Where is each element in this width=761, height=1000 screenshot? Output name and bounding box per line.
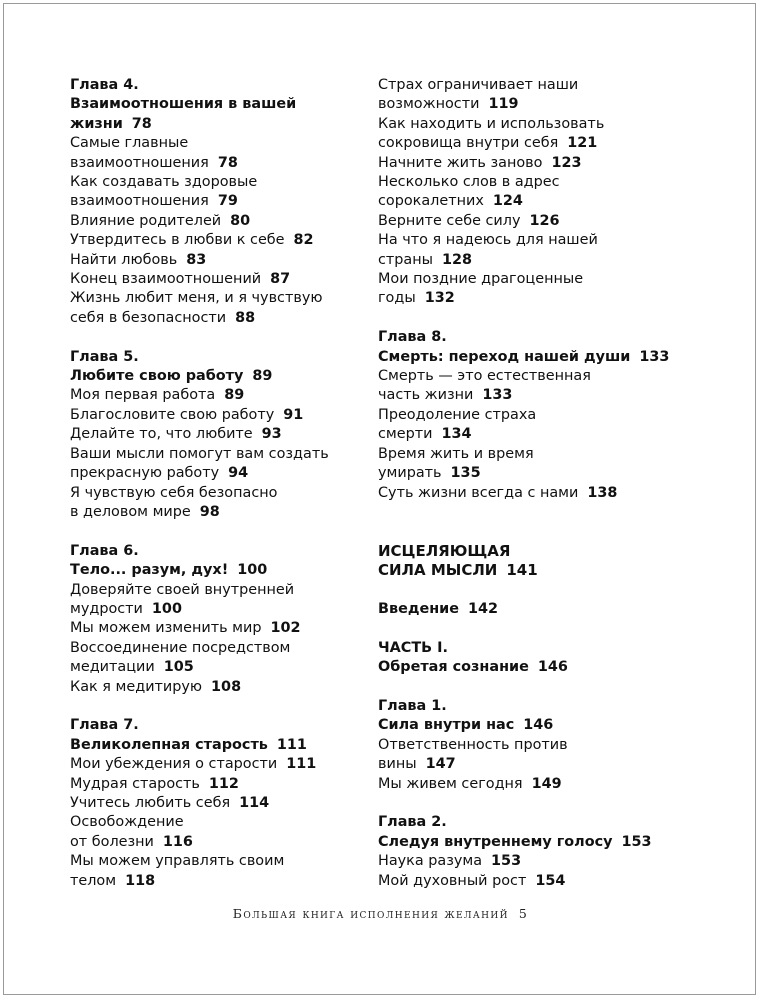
- toc-entry-title: ИСЦЕЛЯЮЩАЯ: [378, 541, 511, 560]
- toc-entry: [378, 95, 678, 114]
- toc-entry-title: Суть жизни всегда с нами: [378, 484, 579, 501]
- toc-entry: [70, 425, 360, 444]
- toc-page-number: 134: [441, 426, 472, 443]
- toc-entry: [70, 251, 360, 270]
- toc-entry: [378, 755, 678, 774]
- toc-entry-title: Любите свою работу: [70, 368, 244, 385]
- toc-entry: [378, 270, 678, 289]
- toc-entry-title: Мы можем изменить мир: [70, 620, 262, 637]
- spacer: [378, 522, 678, 541]
- toc-entry: [70, 289, 360, 308]
- toc-entry: [378, 484, 678, 503]
- toc-column-right: [378, 76, 678, 891]
- toc-entry: [378, 386, 678, 405]
- toc-page-number: 111: [286, 756, 317, 773]
- toc-entry-title: Мои убеждения о старости: [70, 756, 278, 773]
- toc-entry-title: Глава 8.: [378, 329, 447, 346]
- toc-entry-title: прекрасную работу: [70, 465, 220, 482]
- toc-page-number: 124: [492, 193, 523, 210]
- toc-page-number: 79: [217, 193, 238, 210]
- toc-entry: [70, 581, 360, 600]
- toc-entry: [70, 76, 360, 95]
- toc-page-number: 89: [224, 387, 245, 404]
- toc-entry-title: Как находить и использовать: [378, 115, 605, 132]
- toc-page-number: 123: [551, 154, 582, 171]
- toc-entry: [70, 309, 360, 328]
- toc-entry: [70, 542, 360, 561]
- toc-entry-title: Моя первая работа: [70, 387, 216, 404]
- toc-column-left: [70, 76, 360, 891]
- toc-entry-title: Жизнь любит меня, и я чувствую: [70, 290, 323, 307]
- toc-entry-title: Мой духовный рост: [378, 872, 527, 889]
- toc-entry-title: Глава 5.: [70, 348, 139, 365]
- toc-entry: [378, 464, 678, 483]
- toc-entry: [378, 115, 678, 134]
- toc-entry-title: Мы живем сегодня: [378, 775, 523, 792]
- toc-entry-title: Страх ограничивает наши: [378, 77, 579, 93]
- toc-entry-title: Самые главные: [70, 135, 189, 152]
- toc-entry: [378, 154, 678, 173]
- toc-entry: [378, 561, 678, 580]
- toc-entry-title: в деловом мире: [70, 503, 191, 520]
- toc-entry: [70, 813, 360, 832]
- toc-entry: [378, 328, 678, 347]
- toc-entry-title: Тело... разум, дух!: [70, 562, 229, 579]
- toc-entry-title: Делайте то, что любите: [70, 426, 253, 443]
- toc-entry-title: Глава 4.: [70, 77, 139, 93]
- toc-entry: [70, 192, 360, 211]
- toc-page-number: 88: [235, 309, 256, 326]
- toc-entry: [378, 833, 678, 852]
- toc-entry: [378, 231, 678, 250]
- toc-entry: [378, 658, 678, 677]
- toc-entry: [70, 386, 360, 405]
- toc-entry: [378, 212, 678, 231]
- toc-page-number: 118: [125, 872, 156, 889]
- toc-entry-title: Несколько слов в адрес: [378, 174, 560, 191]
- toc-entry: [70, 173, 360, 192]
- toc-entry: [70, 503, 360, 522]
- toc-page-number: 153: [621, 833, 652, 850]
- toc-entry: [70, 367, 360, 386]
- toc-entry-title: Ваши мысли помогут вам создать: [70, 445, 329, 462]
- toc-page-number: 133: [482, 387, 513, 404]
- toc-entry: [378, 289, 678, 308]
- toc-entry: [70, 833, 360, 852]
- toc-entry: [378, 716, 678, 735]
- toc-entry: [70, 678, 360, 697]
- toc-entry: [70, 755, 360, 774]
- toc-entry: [378, 852, 678, 871]
- toc-entry: [70, 270, 360, 289]
- toc-entry: [70, 464, 360, 483]
- toc-entry-title: медитации: [70, 659, 155, 676]
- toc-entry-title: Обретая сознание: [378, 659, 529, 676]
- toc-entry: [70, 484, 360, 503]
- toc-entry-title: жизни: [70, 115, 123, 132]
- toc-page-number: 87: [270, 271, 291, 288]
- toc-entry-title: взаимоотношения: [70, 193, 209, 210]
- toc-entry: [70, 600, 360, 619]
- toc-page-number: 147: [425, 756, 456, 773]
- spacer: [378, 678, 678, 697]
- spacer: [378, 581, 678, 600]
- toc-entry: [70, 134, 360, 153]
- toc-entry: [70, 872, 360, 891]
- toc-entry-title: смерти: [378, 426, 433, 443]
- toc-entry: [70, 852, 360, 871]
- toc-entry: [378, 736, 678, 755]
- toc-entry-title: Глава 7.: [70, 717, 139, 734]
- toc-entry-title: страны: [378, 251, 434, 268]
- toc-entry-title: Великолепная старость: [70, 736, 268, 753]
- toc-page-number: 94: [228, 465, 249, 482]
- toc-page-number: 82: [293, 232, 314, 249]
- toc-entry-title: Найти любовь: [70, 251, 178, 268]
- toc-page-number: 105: [163, 659, 194, 676]
- toc-entry-title: Глава 6.: [70, 542, 139, 559]
- toc-entry: [70, 775, 360, 794]
- toc-entry: [70, 658, 360, 677]
- toc-page-number: 111: [276, 736, 307, 753]
- toc-entry-title: Следуя внутреннему голосу: [378, 833, 613, 850]
- toc-entry-title: Я чувствую себя безопасно: [70, 484, 278, 501]
- toc-page-number: 100: [237, 562, 268, 579]
- toc-entry: [70, 716, 360, 735]
- toc-page-number: 119: [488, 96, 519, 113]
- toc-entry: [70, 154, 360, 173]
- toc-entry-title: Глава 2.: [378, 814, 447, 831]
- toc-entry-title: Введение: [378, 600, 460, 617]
- toc-page-number: 80: [230, 212, 251, 229]
- toc-entry-title: СИЛА МЫСЛИ: [378, 561, 498, 580]
- toc-entry-title: Как создавать здоровые: [70, 174, 258, 191]
- toc-entry-title: годы: [378, 290, 416, 307]
- toc-entry-title: Освобождение: [70, 814, 184, 831]
- toc-entry: [378, 76, 678, 95]
- toc-entry: [70, 561, 360, 580]
- toc-entry: [70, 406, 360, 425]
- toc-entry: [378, 367, 678, 386]
- toc-entry-title: Начните жить заново: [378, 154, 543, 171]
- toc-entry-title: ЧАСТЬ I.: [378, 639, 448, 656]
- toc-entry-title: Воссоединение посредством: [70, 639, 291, 656]
- toc-entry: [378, 192, 678, 211]
- toc-entry-title: Мудрая старость: [70, 775, 200, 792]
- toc-entry: [70, 212, 360, 231]
- toc-entry-title: взаимоотношения: [70, 154, 209, 171]
- toc-entry: [378, 425, 678, 444]
- toc-page-number: 153: [491, 853, 522, 870]
- toc-entry-title: от болезни: [70, 833, 154, 850]
- toc-entry: [378, 406, 678, 425]
- toc-entry-title: Сила внутри нас: [378, 717, 515, 734]
- toc-entry: [378, 639, 678, 658]
- toc-entry: [70, 736, 360, 755]
- toc-page-number: 146: [523, 717, 554, 734]
- toc-entry-title: мудрости: [70, 600, 143, 617]
- toc-entry-title: Взаимоотношения в вашей: [70, 96, 297, 113]
- toc-page-number: 121: [567, 135, 598, 152]
- toc-entry: [378, 542, 678, 561]
- toc-page-number: 141: [506, 561, 538, 580]
- toc-entry-title: Смерть — это естественная: [378, 368, 591, 385]
- spacer: [378, 309, 678, 328]
- toc-entry-title: возможности: [378, 96, 480, 113]
- toc-entry-title: Глава 1.: [378, 697, 447, 714]
- toc-entry-title: Мы можем управлять своим: [70, 853, 285, 870]
- toc-page-number: 135: [450, 465, 481, 482]
- toc-page-number: 126: [529, 212, 560, 229]
- toc-page-number: 78: [217, 154, 238, 171]
- toc-entry: [378, 872, 678, 891]
- toc-entry-title: Учитесь любить себя: [70, 794, 231, 811]
- toc-page-number: 83: [186, 251, 207, 268]
- toc-entry: [70, 445, 360, 464]
- toc-page-number: 149: [531, 775, 562, 792]
- toc-page-number: 116: [162, 833, 193, 850]
- toc-entry-title: Время жить и время: [378, 445, 534, 462]
- toc-entry: [378, 813, 678, 832]
- toc-entry: [70, 639, 360, 658]
- toc-entry-title: сорокалетних: [378, 193, 484, 210]
- toc-entry: [378, 134, 678, 153]
- toc-entry-title: Преодоление страха: [378, 406, 537, 423]
- toc-page-number: 138: [587, 484, 618, 501]
- toc-entry-title: Мои поздние драгоценные: [378, 271, 584, 288]
- toc-page-number: 93: [261, 426, 282, 443]
- toc-page-number: 146: [537, 659, 568, 676]
- toc-page-number: 133: [639, 348, 670, 365]
- toc-entry-title: Благословите свою работу: [70, 406, 275, 423]
- toc-entry: [378, 251, 678, 270]
- toc-entry: [378, 775, 678, 794]
- toc-page-number: 100: [151, 600, 182, 617]
- toc-entry: [378, 348, 678, 367]
- toc-entry-title: Утвердитесь в любви к себе: [70, 232, 285, 249]
- book-page: [3, 3, 756, 995]
- spacer: [70, 697, 360, 716]
- toc-entry-title: Верните себе силу: [378, 212, 521, 229]
- toc-page-number: 78: [131, 115, 152, 132]
- toc-page-number: 91: [283, 406, 304, 423]
- toc-entry-title: Конец взаимоотношений: [70, 271, 262, 288]
- spacer: [70, 328, 360, 347]
- toc-page-number: 154: [535, 872, 566, 889]
- toc-entry: [70, 95, 360, 114]
- toc-entry: [378, 173, 678, 192]
- toc-entry-title: Наука разума: [378, 853, 483, 870]
- toc-entry-title: телом: [70, 872, 117, 889]
- toc-page-number: 108: [211, 678, 242, 695]
- toc-page-number: 98: [199, 503, 220, 520]
- running-title: Большая книга исполнения желаний: [232, 906, 509, 921]
- toc-entry-title: Доверяйте своей внутренней: [70, 581, 295, 598]
- toc-entry-title: умирать: [378, 465, 442, 482]
- toc-entry: [378, 445, 678, 464]
- spacer: [70, 522, 360, 541]
- toc-page-number: 112: [208, 775, 239, 792]
- toc-page-number: 132: [424, 290, 455, 307]
- toc-entry-title: Влияние родителей: [70, 212, 222, 229]
- toc-entry: [378, 600, 678, 619]
- toc-entry: [70, 794, 360, 813]
- toc-entry-title: Ответственность против: [378, 736, 568, 753]
- toc-entry-title: вины: [378, 756, 417, 773]
- toc-entry: [70, 115, 360, 134]
- toc-entry-title: себя в безопасности: [70, 309, 227, 326]
- spacer: [378, 794, 678, 813]
- toc-entry: [70, 619, 360, 638]
- toc-entry-title: На что я надеюсь для нашей: [378, 232, 598, 249]
- toc-page-number: 102: [270, 620, 301, 637]
- toc-page-number: 142: [468, 600, 499, 617]
- page-number: 5: [518, 906, 529, 921]
- toc-entry-title: Как я медитирую: [70, 678, 203, 695]
- toc-page-number: 89: [252, 368, 273, 385]
- toc-entry: [378, 697, 678, 716]
- spacer: [378, 503, 678, 522]
- page-footer: [4, 906, 757, 921]
- toc-page-number: 128: [442, 251, 473, 268]
- toc-entry-title: Смерть: переход нашей души: [378, 348, 631, 365]
- toc-entry: [70, 348, 360, 367]
- toc-entry-title: сокровища внутри себя: [378, 135, 559, 152]
- spacer: [378, 619, 678, 638]
- toc-entry-title: часть жизни: [378, 387, 474, 404]
- toc-entry: [70, 231, 360, 250]
- toc-page-number: 114: [239, 794, 270, 811]
